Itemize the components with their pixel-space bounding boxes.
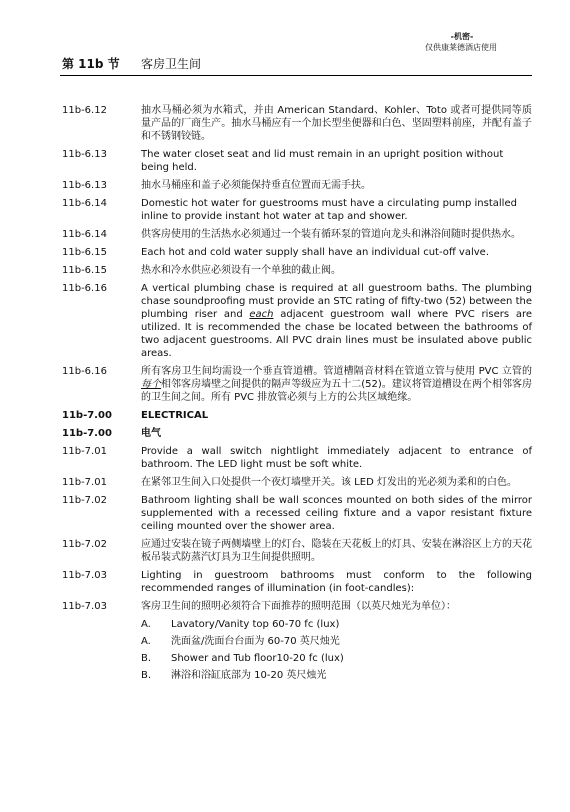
clause-text: Lighting in guestroom bathrooms must conform to the following recommended ranges of illumination (in foot-candles):: [141, 570, 532, 594]
sub-item: [141, 669, 532, 682]
clause-row: [62, 569, 532, 595]
clause-number: 11b-7.01: [62, 446, 107, 457]
section-number: 第 11b 节: [62, 57, 120, 71]
sub-item-text: 洗面盆/洗面台台面为 60-70 英尺烛光: [171, 636, 340, 647]
heading-text: 电气: [141, 428, 161, 439]
clause-row: [62, 476, 532, 489]
sub-item-text: 淋浴和浴缸底部为 10-20 英尺烛光: [171, 670, 327, 681]
heading-text: ELECTRICAL: [141, 410, 209, 421]
clause-number: 11b-7.00: [62, 428, 112, 439]
clause-number: 11b-6.14: [62, 229, 107, 240]
clause-text: Each hot and cold water supply shall have an individual cut-off valve.: [141, 247, 490, 258]
clause-number: 11b-7.02: [62, 539, 107, 550]
emphasized-word: each: [249, 309, 274, 320]
clause-text-part: adjacent guestroom wall where PVC risers are utilized. It is recommended the chase be located between the bathrooms of two adjacent guestrooms. All PVC drain lines must be insulated above public areas.: [141, 309, 532, 359]
header-rule: [60, 75, 532, 76]
clause-text-part: 相邻客房墙壁之间提供的隔声等级应为五十二(52)。建议将管道槽设在两个相邻客房的卫生间之间。所有 PVC 排放管必须与上方的公共区域绝缘。: [141, 379, 533, 403]
clause-text-part: A vertical plumbing chase is required at all guestroom baths. The plumbing chase soundproofing must provide an STC rating of fifty-two (52) between the plumbing riser and: [141, 283, 532, 320]
sub-item-letter: A.: [141, 636, 151, 647]
clause-row: [62, 228, 532, 241]
clause-row: [62, 600, 532, 613]
clause-text: 客房卫生间的照明必须符合下面推荐的照明范围（以英尺烛光为单位）：: [141, 601, 456, 612]
clause-row: [62, 494, 532, 533]
heading-row: [62, 409, 532, 422]
clause-text: Domestic hot water for guestrooms must have a circulating pump installed inline to provide instant hot water at tap and shower.: [141, 198, 517, 222]
clause-text: 供客房使用的生活热水必须通过一个装有循环泵的管道向龙头和淋浴间随时提供热水。: [141, 229, 521, 240]
clause-text: 抽水马桶座和盖子必须能保持垂直位置而无需手扶。: [141, 180, 371, 191]
clause-number: 11b-7.00: [62, 410, 112, 421]
clause-number: 11b-7.03: [62, 570, 107, 581]
sub-item: [141, 618, 532, 631]
section-title: 客房卫生间: [141, 57, 202, 71]
sub-item: [141, 652, 532, 665]
clause-row: [62, 445, 532, 471]
emphasized-word: 每个: [141, 379, 162, 390]
clause-number: 11b-7.03: [62, 601, 107, 612]
clause-row: [62, 197, 532, 223]
clause-row: [62, 104, 532, 143]
clause-number: 11b-7.01: [62, 477, 107, 488]
clause-text: [141, 282, 532, 360]
clause-row: [62, 264, 532, 277]
clause-row: [62, 179, 532, 192]
clause-text: 热水和冷水供应必须设有一个单独的截止阀。: [141, 265, 341, 276]
clause-number: 11b-7.02: [62, 495, 107, 506]
clause-text: The water closet seat and lid must remain in an upright position without being held.: [141, 149, 504, 173]
clause-number: 11b-6.13: [62, 180, 107, 191]
confidential-label: -机密-: [450, 32, 474, 41]
clause-text: 抽水马桶必须为水箱式，并由 American Standard、Kohler、Toto 或者可提供同等质量产品的厂商生产。抽水马桶应有一个加长型坐便器和白色、坚固塑料前座，并配有盖子和不锈钢铰链。: [141, 105, 532, 142]
clause-row: [62, 148, 532, 174]
clause-text: 应通过安装在镜子两侧墙壁上的灯台、隐装在天花板上的灯具、安装在淋浴区上方的天花板吊装式防蒸汽灯具为卫生间提供照明。: [141, 539, 532, 563]
clause-number: 11b-6.13: [62, 149, 107, 160]
sub-item-text: Shower and Tub floor10-20 fc (lux): [171, 653, 344, 664]
clause-number: 11b-6.16: [62, 366, 107, 377]
clause-number: 11b-6.15: [62, 265, 107, 276]
sub-item-letter: B.: [141, 653, 152, 664]
clause-text-part: 所有客房卫生间均需设一个垂直管道槽。管道槽隔音材料在管道立管与使用 PVC 立管的: [141, 366, 532, 377]
document-body: [62, 104, 532, 686]
clause-number: 11b-6.12: [62, 105, 107, 116]
clause-number: 11b-6.16: [62, 283, 107, 294]
clause-text: Bathroom lighting shall be wall sconces mounted on both sides of the mirror supplemented with a recessed ceiling fixture and a vapor resistant fixture ceiling mounted over the shower area.: [141, 495, 532, 532]
clause-row: [62, 365, 532, 404]
sub-item-letter: A.: [141, 619, 151, 630]
usage-note: 仅供康莱德酒店使用: [425, 43, 497, 52]
clause-number: 11b-6.14: [62, 198, 107, 209]
clause-text: 在紧邻卫生间入口处提供一个夜灯墙壁开关。该 LED 灯发出的光必须为柔和的白色。: [141, 477, 517, 488]
sub-item-text: Lavatory/Vanity top 60-70 fc (lux): [171, 619, 340, 630]
sub-item: [141, 635, 532, 648]
sub-item-letter: B.: [141, 670, 152, 681]
clause-row: [62, 246, 532, 259]
clause-row: [62, 282, 532, 360]
clause-row: [62, 538, 532, 564]
heading-row: [62, 427, 532, 440]
clause-number: 11b-6.15: [62, 247, 107, 258]
clause-text: Provide a wall switch nightlight immediately adjacent to entrance of bathroom. The LED light must be soft white.: [141, 446, 532, 470]
clause-text: [141, 365, 532, 404]
